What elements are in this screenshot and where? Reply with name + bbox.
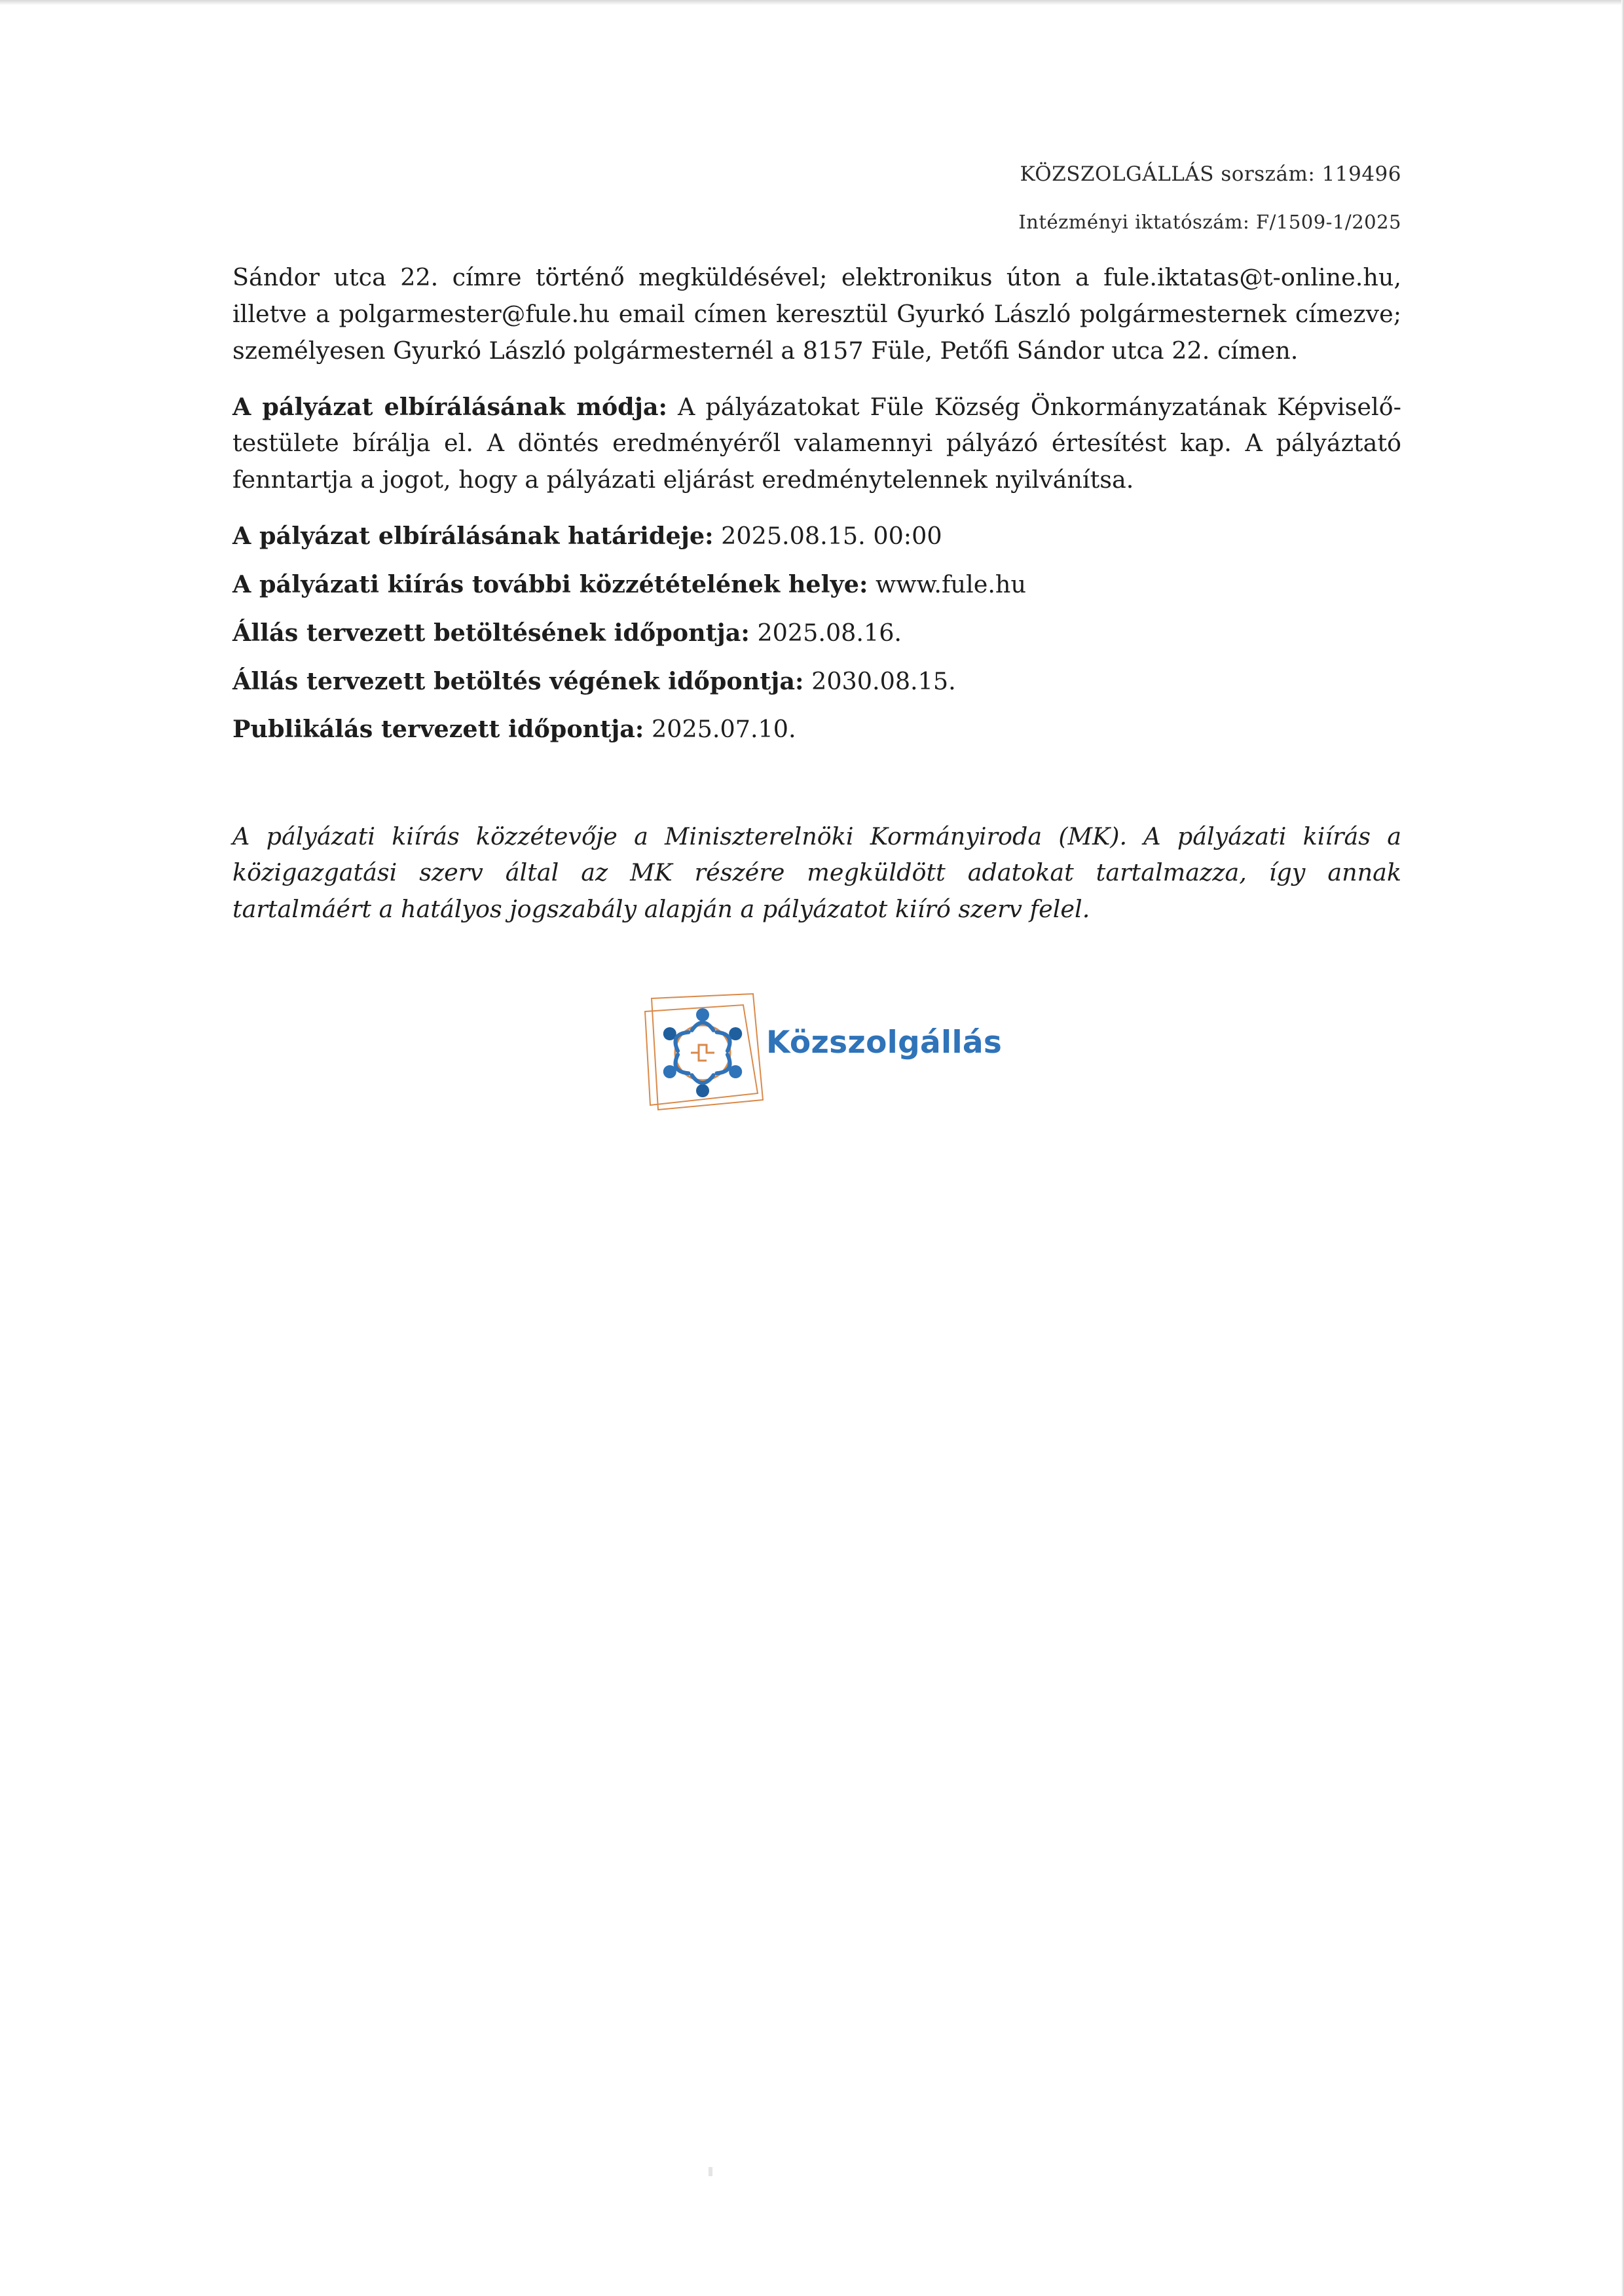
deadline-value: 2025.08.15. 00:00 xyxy=(713,522,942,551)
logo-person-arms xyxy=(692,1023,714,1030)
scan-speck xyxy=(709,2167,712,2176)
evaluation-method-value: A pályázatokat Füle Község Önkormányzatának Képviselő-testülete bírálja el. A döntés eredményéről valamennyi pályázó értesítést kap. A pályáztató fenntartja a jogot, hogy a pályázati eljárást eredménytelennek nyilvánítsa. xyxy=(232,392,1401,494)
evaluation-method xyxy=(232,389,1401,499)
publication-place xyxy=(232,566,1401,603)
kozszolgalas-number: KÖZSZOLGÁLLÁS sorszám: 119496 xyxy=(1020,162,1401,186)
end-date-label: Állás tervezett betöltés végének időpontja: xyxy=(232,666,804,695)
logo-person-head xyxy=(696,1084,709,1097)
publish-date-value: 2025.07.10. xyxy=(644,715,796,744)
document-header xyxy=(1018,162,1401,233)
start-date xyxy=(232,615,1401,651)
publish-date xyxy=(232,711,1401,748)
scan-edge-top xyxy=(0,0,1624,5)
document-body xyxy=(232,259,1401,759)
start-date-label: Állás tervezett betöltésének időpontja: xyxy=(232,618,750,647)
end-date-value: 2030.08.15. xyxy=(803,666,956,695)
logo-person-arms xyxy=(692,1075,714,1083)
evaluation-method-label: A pályázat elbírálásának módja: xyxy=(232,392,668,421)
scan-edge-right xyxy=(1621,0,1624,2296)
end-date xyxy=(232,663,1401,700)
publication-place-value: www.fule.hu xyxy=(868,570,1026,598)
kozszolgallas-logo xyxy=(638,989,1005,1113)
intro-paragraph: Sándor utca 22. címre történő megküldésével; elektronikus úton a fule.iktatas@t-online.hu, illetve a polgarmester@fule.hu email címen keresztül Gyurkó László polgármesternek címezve; személyesen Gyurkó László polgármesternél a 8157 Füle, Petőfi Sándor utca 22. címen. xyxy=(232,263,1401,365)
logo-person-head xyxy=(696,1008,709,1021)
deadline xyxy=(232,518,1401,555)
deadline-label: A pályázat elbírálásának határideje: xyxy=(232,522,714,551)
start-date-value: 2025.08.16. xyxy=(749,618,902,647)
kozszolgallas-emblem-icon xyxy=(638,989,769,1113)
publish-date-label: Publikálás tervezett időpontja: xyxy=(232,715,644,744)
publisher-note: A pályázati kiírás közzétevője a Miniszterelnöki Kormányiroda (MK). A pályázati kiírás a közigazgatási szerv által az MK részére megküldött adatokat tartalmazza, így annak tartalmáért a hatályos jogszabály alapján a pályázatot kiíró szerv felel. xyxy=(232,822,1401,923)
publication-place-label: A pályázati kiírás további közzétételének helye: xyxy=(232,570,868,598)
institutional-number: Intézményi iktatószám: F/1509-1/2025 xyxy=(1018,211,1401,233)
logo-text: Közszolgállás xyxy=(766,1025,1003,1061)
